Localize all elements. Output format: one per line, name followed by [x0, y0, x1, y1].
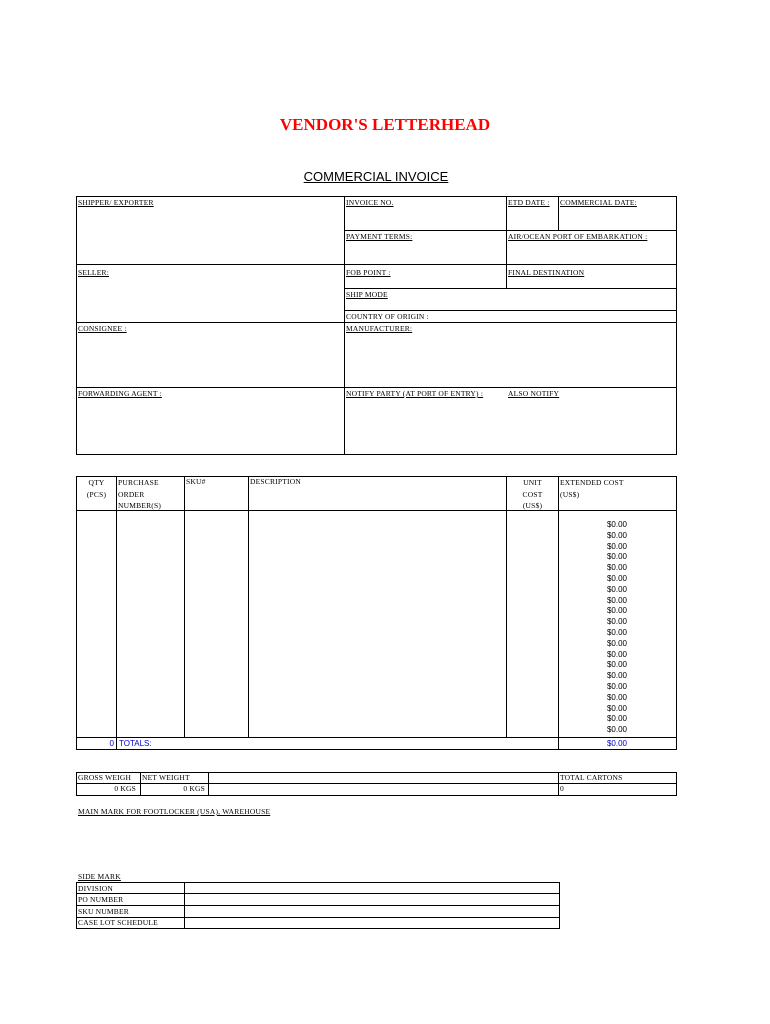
etd-date-label: ETD DATE : — [508, 198, 550, 207]
shipper-exporter-label: SHIPPER/ EXPORTER — [78, 198, 154, 207]
ship-mode-label: SHIP MODE — [346, 290, 388, 299]
total-cartons-value: 0 — [560, 784, 564, 793]
extended-cost-value: $0.00 — [606, 595, 627, 605]
also-notify-label: ALSO NOTIFY — [508, 389, 560, 398]
extended-cost-value: $0.00 — [606, 627, 627, 637]
country-of-origin-label: COUNTRY OF ORIGIN : — [346, 312, 429, 321]
extended-cost-value: $0.00 — [606, 520, 627, 529]
qty-header: QTY (PCS) — [86, 478, 107, 499]
extended-cost-value: $0.00 — [606, 714, 627, 724]
extended-cost-value: $0.00 — [606, 725, 627, 735]
totals-label: TOTALS: — [119, 739, 152, 748]
po-number-header: PURCHASE ORDER NUMBER(S) — [118, 478, 162, 510]
totals-value: $0.00 — [606, 739, 627, 748]
extended-cost-value: $0.00 — [606, 660, 627, 670]
seller-label: SELLER: — [78, 268, 109, 277]
extended-cost-value: $0.00 — [606, 649, 627, 659]
extended-cost-value: $0.00 — [606, 671, 627, 681]
extended-cost-value: $0.00 — [606, 681, 627, 691]
total-cartons-label: TOTAL CARTONS — [560, 773, 623, 782]
sku-header: SKU# — [186, 477, 206, 486]
extended-cost-value: $0.00 — [606, 606, 627, 616]
extended-cost-value: $0.00 — [606, 530, 627, 540]
extended-cost-value: $0.00 — [606, 703, 627, 713]
extended-cost-value: $0.00 — [606, 638, 627, 648]
forwarding-agent-label: FORWARDING AGENT : — [78, 389, 162, 398]
extended-cost-value: $0.00 — [606, 541, 627, 551]
manufacturer-label: MANUFACTURER: — [346, 324, 413, 333]
gross-weight-value: 0 KGS — [114, 784, 136, 793]
extended-cost-header: EXTENDED COST (US$) — [560, 478, 624, 499]
description-header: DESCRIPTION — [250, 477, 301, 486]
extended-cost-value: $0.00 — [606, 563, 627, 573]
side-mark-po-number: PO NUMBER — [78, 895, 124, 904]
port-embarkation-label: AIR/OCEAN PORT OF EMBARKATION : — [508, 232, 648, 241]
side-mark-division: DIVISION — [78, 884, 113, 893]
net-weight-value: 0 KGS — [183, 784, 205, 793]
commercial-date-label: COMMERCIAL DATE: — [560, 198, 637, 207]
extended-cost-column — [560, 520, 627, 736]
totals-qty: 0 — [109, 739, 114, 748]
side-mark-case-lot-schedule: CASE LOT SCHEDULE — [78, 918, 158, 927]
side-mark-title: SIDE MARK — [78, 872, 121, 881]
consignee-label: CONSIGNEE : — [78, 324, 127, 333]
side-mark-sku-number: SKU NUMBER — [78, 907, 129, 916]
extended-cost-value: $0.00 — [606, 552, 627, 562]
vendor-letterhead: VENDOR'S LETTERHEAD — [279, 115, 491, 134]
invoice-no-label: INVOICE NO. — [346, 198, 394, 207]
extended-cost-value: $0.00 — [606, 584, 627, 594]
extended-cost-value: $0.00 — [606, 573, 627, 583]
notify-party-label: NOTIFY PARTY (AT PORT OF ENTRY) : — [346, 389, 484, 398]
extended-cost-value: $0.00 — [606, 617, 627, 627]
final-destination-label: FINAL DESTINATION — [508, 268, 585, 277]
main-mark-label: MAIN MARK FOR FOOTLOCKER (USA), WAREHOUSE — [78, 807, 271, 816]
unit-cost-header: UNIT COST (US$) — [522, 478, 543, 510]
extended-cost-value: $0.00 — [606, 692, 627, 702]
net-weight-label: NET WEIGHT — [142, 773, 190, 782]
fob-point-label: FOB POINT : — [346, 268, 391, 277]
payment-terms-label: PAYMENT TERMS: — [346, 232, 413, 241]
document-title: COMMERCIAL INVOICE — [303, 169, 449, 184]
gross-weight-label: GROSS WEIGH — [78, 773, 132, 782]
